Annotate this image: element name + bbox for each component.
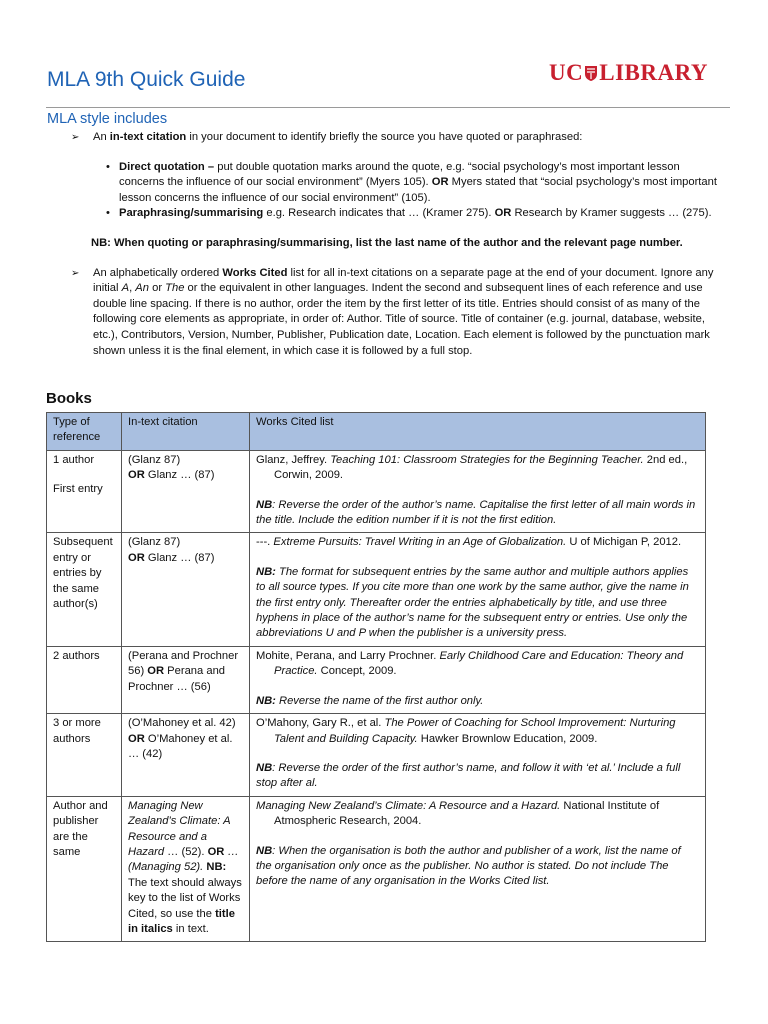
citation-cell: (Glanz 87) OR Glanz … (87) [122, 450, 250, 533]
works-cited-cell: Mohite, Perana, and Larry Prochner. Early Childhood Care and Education: Theory and Practice. Concept, 2009. NB: Reverse the name of the first author only. [250, 646, 706, 713]
table-row [47, 796, 706, 942]
column-header: Works Cited list [250, 413, 706, 451]
header-divider [46, 107, 730, 108]
works-cited-cell: Glanz, Jeffrey. Teaching 101: Classroom Strategies for the Beginning Teacher. 2nd ed., Corwin, 2009. NB: Reverse the order of the author’s name. Capitalise the first letter of all main words in the title. Include the edition number if it is not the first edition. [250, 450, 706, 533]
table-row [47, 714, 706, 797]
citation-cell: (Perana and Prochner 56) OR Perana and Prochner … (56) [122, 646, 250, 713]
column-header: In-text citation [122, 413, 250, 451]
list-item: • Direct quotation – put double quotation marks around the quote, e.g. “social psychology’s most important lesson concerns the influence of our social environment” (Myers 105). OR Myers stated that “social psychology’s most important lesson concerns the influence of our social environment” (105). [119, 160, 727, 207]
page-title: MLA 9th Quick Guide [47, 68, 246, 91]
uc-library-logo [549, 60, 708, 86]
arrow-bullet-icon: ➢ [71, 132, 80, 143]
books-table [46, 412, 706, 942]
column-header: Type of reference [47, 413, 122, 451]
intro-text [47, 130, 727, 359]
table-row [47, 450, 706, 533]
table-header-row [47, 413, 706, 451]
works-cited-cell: O’Mahony, Gary R., et al. The Power of Coaching for School Improvement: Nurturing Talent and Building Capacity. Hawker Brownlow Education, 2009. NB: Reverse the order of the first author’s name, and follow it with ‘et al.’ Include a full stop after al. [250, 714, 706, 797]
point-works-cited: ➢ An alphabetically ordered Works Cited list for all in-text citations on a separate page at the end of your document. Ignore any initial A, An or The or the equivalent in other languages. Indent the second and subsequent lines of each reference and use double line spacing. If there is no author, order the item by the first letter of its title. Entries should consist of as many of the following core elements as appropriate, in order of: Author. Title of source. Title of container (e.g. journal, database, website, etc.), Contributors, Version, Number, Publisher, Publication date, Location. Each element is followed by the punctuation mark shown unless it is the final element, in which case it is followed by a full stop. [47, 266, 727, 360]
nb-note: NB: When quoting or paraphrasing/summarising, list the last name of the author and the relevant page number. [91, 236, 683, 249]
crest-icon [584, 65, 598, 82]
section-subheading: MLA style includes [47, 111, 168, 127]
arrow-bullet-icon: ➢ [71, 267, 80, 279]
table-row [47, 646, 706, 713]
list-item: • Paraphrasing/summarising e.g. Research indicates that … (Kramer 275). OR Research by Kramer suggests … (275). [119, 206, 727, 222]
citation-cell: (O’Mahoney et al. 42) OR O’Mahoney et al. … (42) [122, 714, 250, 797]
type-cell: 3 or more authors [47, 714, 122, 797]
works-cited-cell: ---. Extreme Pursuits: Travel Writing in an Age of Globalization. U of Michigan P, 2012. NB: The format for subsequent entries by the same author and multiple authors applies to all source types. If you cite more than one work by the same author, give the name in the first entry only. Thereafter order the entries alphabetically by title, and use three hyphens in place of the author’s name for the subsequent entry or entries. Use only the abbreviations U and P when the publisher is a university press. [250, 533, 706, 646]
point-in-text-citation: ➢ An in-text citation in your document to identify briefly the source you have quoted or paraphrased: [47, 130, 727, 146]
logo-text-uc: UC [549, 60, 584, 85]
citation-types-list [47, 160, 727, 222]
type-cell: 1 author First entry [47, 450, 122, 533]
type-cell: Subsequent entry or entries by the same author(s) [47, 533, 122, 646]
table-row [47, 533, 706, 646]
type-cell: Author and publisher are the same [47, 796, 122, 942]
works-cited-cell: Managing New Zealand’s Climate: A Resource and a Hazard. National Institute of Atmospheric Research, 2004. NB: When the organisation is both the author and publisher of a work, list the name of the organisation only once as the publisher. No author is stated. Do not include The before the name of any organisation in the Works Cited list. [250, 796, 706, 942]
citation-cell: Managing New Zealand’s Climate: A Resource and a Hazard … (52). OR … (Managing 52). NB: The text should always key to the list of Works Cited, so use the title in italics in text. [122, 796, 250, 942]
logo-text-library: LIBRARY [599, 60, 708, 85]
type-cell: 2 authors [47, 646, 122, 713]
books-heading: Books [46, 390, 92, 407]
citation-cell: (Glanz 87) OR Glanz … (87) [122, 533, 250, 646]
